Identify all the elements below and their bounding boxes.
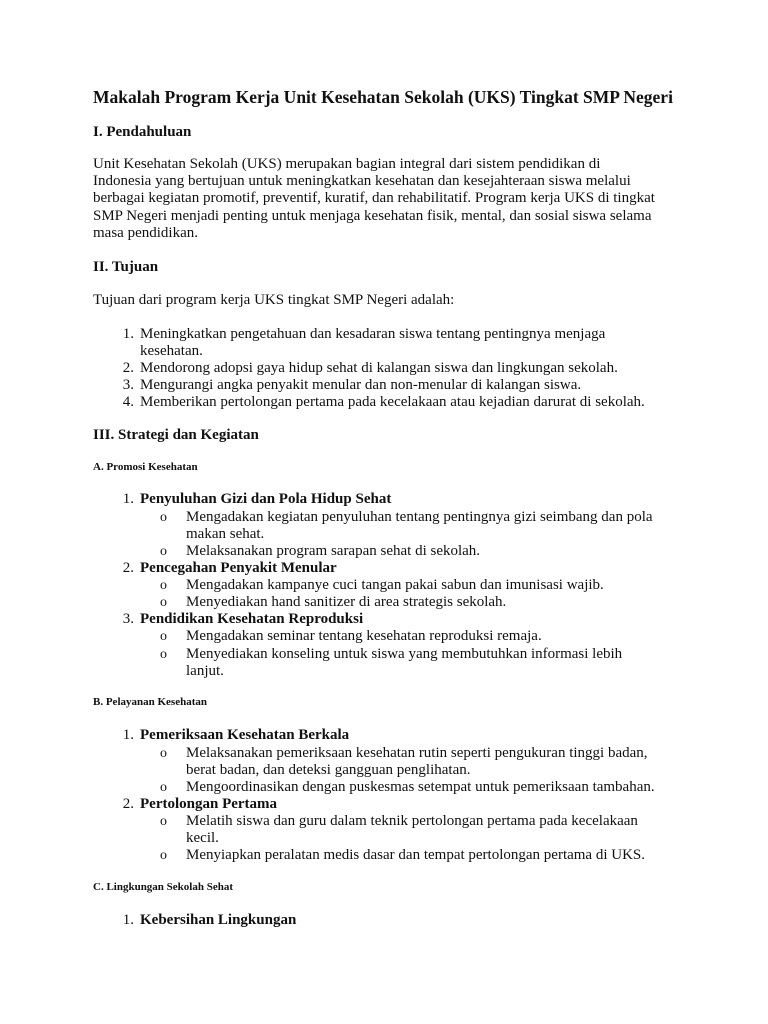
strategy-bullet: Mengadakan kampanye cuci tangan pakai sabun dan imunisasi wajib. [186, 577, 604, 593]
paragraph-line: masa pendidikan. [93, 224, 198, 241]
bullet-marker: o [160, 629, 167, 644]
strategy-item-label: Penyuluhan Gizi dan Pola Hidup Sehat [140, 491, 392, 507]
strategy-item-label: Pencegahan Penyakit Menular [140, 560, 337, 576]
bullet-line: Melaksanakan pemeriksaan kesehatan rutin seperti pengukuran tinggi badan, [186, 745, 648, 761]
bullet-marker: o [160, 848, 167, 863]
item-line: kesehatan. [140, 343, 203, 359]
bullet-marker: o [160, 780, 167, 795]
list-number: 3. [122, 377, 134, 393]
bullet-line: berat badan, dan deteksi gangguan penglihatan. [186, 762, 471, 778]
strategy-bullet: Mengadakan seminar tentang kesehatan reproduksi remaja. [186, 628, 542, 644]
strategy-bullet: Mengoordinasikan dengan puskesmas setempat untuk pemeriksaan tambahan. [186, 779, 655, 795]
strategy-bullet [186, 813, 638, 847]
strategy-item-label: Pendidikan Kesehatan Reproduksi [140, 611, 364, 627]
bullet-marker: o [160, 544, 167, 559]
list-number: 4. [122, 394, 134, 410]
strategy-bullet [186, 509, 653, 543]
strategy-bullet: Melaksanakan program sarapan sehat di sekolah. [186, 543, 481, 559]
bullet-line: makan sehat. [186, 526, 265, 542]
tujuan-item: Mengurangi angka penyakit menular dan non-menular di kalangan siswa. [140, 377, 582, 393]
bullet-marker: o [160, 595, 167, 610]
section-heading-tujuan: II. Tujuan [93, 259, 159, 275]
strategy-bullet: Menyediakan hand sanitizer di area strategis sekolah. [186, 594, 507, 610]
bullet-marker: o [160, 814, 167, 829]
item-line: Meningkatkan pengetahuan dan kesadaran siswa tentang pentingnya menjaga [140, 326, 606, 342]
list-number: 1. [122, 326, 134, 342]
subsection-heading-pelayanan: B. Pelayanan Kesehatan [93, 696, 207, 708]
strategy-item-label: Pertolongan Pertama [140, 796, 278, 812]
document-title: Makalah Program Kerja Unit Kesehatan Sekolah (UKS) Tingkat SMP Negeri [93, 87, 673, 107]
tujuan-item [140, 326, 605, 360]
strategy-bullet [186, 646, 622, 680]
paragraph-line: Unit Kesehatan Sekolah (UKS) merupakan bagian integral dari sistem pendidikan di [93, 156, 601, 172]
list-number: 1. [122, 491, 134, 507]
bullet-marker: o [160, 647, 167, 662]
list-number: 3. [122, 611, 134, 627]
bullet-line: lanjut. [186, 663, 224, 679]
paragraph-line: Indonesia yang bertujuan untuk meningkatkan kesehatan dan kesejahteraan siswa melalui [93, 173, 631, 190]
subsection-heading-promosi: A. Promosi Kesehatan [93, 461, 198, 473]
list-number: 2. [122, 796, 134, 812]
section-heading-pendahuluan: I. Pendahuluan [93, 124, 192, 140]
list-number: 1. [122, 912, 134, 928]
strategy-item-label: Kebersihan Lingkungan [140, 912, 297, 928]
bullet-line: kecil. [186, 830, 219, 846]
bullet-line: Mengadakan kegiatan penyuluhan tentang pentingnya gizi seimbang dan pola [186, 509, 653, 525]
bullet-marker: o [160, 746, 167, 761]
strategy-bullet: Menyiapkan peralatan medis dasar dan tempat pertolongan pertama di UKS. [186, 847, 646, 863]
paragraph-line: SMP Negeri menjadi penting untuk menjaga kesehatan fisik, mental, dan sosial siswa selama [93, 207, 652, 224]
tujuan-item: Memberikan pertolongan pertama pada kecelakaan atau kejadian darurat di sekolah. [140, 394, 645, 410]
list-number: 2. [122, 360, 134, 376]
list-number: 1. [122, 727, 134, 743]
list-number: 2. [122, 560, 134, 576]
tujuan-item: Mendorong adopsi gaya hidup sehat di kalangan siswa dan lingkungan sekolah. [140, 360, 618, 376]
strategy-item-label: Pemeriksaan Kesehatan Berkala [140, 727, 350, 743]
bullet-marker: o [160, 578, 167, 593]
bullet-line: Menyediakan konseling untuk siswa yang membutuhkan informasi lebih [186, 646, 623, 662]
paragraph-line: berbagai kegiatan promotif, preventif, kuratif, dan rehabilitatif. Program kerja UKS di tingkat [93, 190, 655, 207]
section-heading-strategi: III. Strategi dan Kegiatan [93, 427, 259, 443]
tujuan-intro: Tujuan dari program kerja UKS tingkat SMP Negeri adalah: [93, 292, 455, 308]
bullet-marker: o [160, 510, 167, 525]
bullet-line: Melatih siswa dan guru dalam teknik pertolongan pertama pada kecelakaan [186, 813, 638, 829]
subsection-heading-lingkungan: C. Lingkungan Sekolah Sehat [93, 881, 233, 893]
strategy-bullet [186, 745, 648, 779]
pendahuluan-paragraph [93, 156, 683, 242]
